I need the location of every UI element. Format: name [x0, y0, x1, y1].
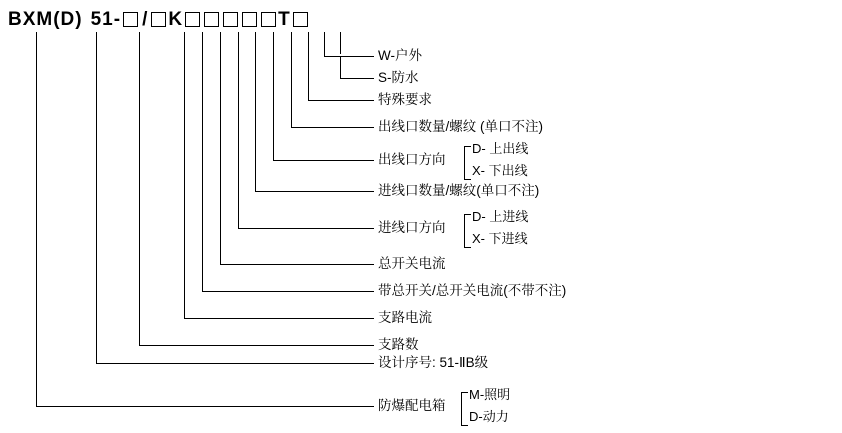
label-explosion-proof-box: 防爆配电箱 — [378, 398, 446, 413]
leader-vline-branch-current — [184, 32, 185, 318]
label-inlet-direction: 进线口方向 — [378, 220, 446, 235]
label-inlet-down: X- 下进线 — [472, 231, 528, 246]
leader-vline-special — [308, 32, 309, 100]
leader-vline-w-s — [324, 32, 325, 56]
code-box-6[interactable] — [242, 12, 257, 27]
code-separator: / — [142, 8, 148, 30]
leader-vline-inlet-count — [255, 32, 256, 191]
leader-hline-design-serial — [96, 363, 374, 364]
leader-vline-outlet-count — [291, 32, 292, 127]
label-design-serial: 设计序号: 51-ⅡB级 — [378, 355, 489, 370]
code-series: 51- — [90, 8, 122, 30]
code-box-4[interactable] — [204, 12, 219, 27]
leader-hline-branch-current — [184, 318, 374, 319]
leader-vline-main-switch-current — [220, 32, 221, 264]
label-outlet-up: D- 上出线 — [472, 141, 529, 156]
code-box-7[interactable] — [261, 12, 276, 27]
label-inlet-count-thread: 进线口数量/螺纹(单口不注) — [378, 183, 540, 198]
bracket-inlet-direction — [464, 214, 471, 248]
leader-vline-box-type — [36, 32, 37, 406]
code-box-8[interactable] — [293, 12, 308, 27]
leader-vline-inlet-direction — [238, 32, 239, 228]
label-main-switch-current: 总开关电流 — [378, 256, 446, 271]
leader-hline-inlet-count — [255, 191, 374, 192]
leader-vline-s-drop — [340, 32, 341, 54]
code-box-1[interactable] — [123, 12, 138, 27]
leader-vline-s — [340, 56, 341, 78]
code-box-5[interactable] — [223, 12, 238, 27]
label-s-waterproof: S-防水 — [378, 70, 419, 85]
leader-hline-special — [308, 100, 374, 101]
label-inlet-up: D- 上进线 — [472, 209, 529, 224]
leader-vline-outlet-direction — [273, 32, 274, 160]
label-outlet-count-thread: 出线口数量/螺纹 (单口不注) — [378, 119, 543, 134]
leader-vline-with-main-switch — [202, 32, 203, 291]
leader-hline-with-main-switch — [202, 291, 374, 292]
bracket-outlet-direction — [464, 146, 471, 180]
code-prefix: BXM(D) — [8, 8, 83, 30]
leader-hline-box-type — [36, 406, 374, 407]
leader-hline-w — [324, 56, 374, 57]
product-code-line — [8, 6, 310, 32]
leader-hline-branch-count — [139, 345, 374, 346]
code-letter-k: K — [168, 8, 184, 30]
label-outlet-direction: 出线口方向 — [378, 152, 446, 167]
label-power: D-动力 — [469, 409, 509, 424]
code-box-3[interactable] — [185, 12, 200, 27]
leader-hline-main-switch-current — [220, 264, 374, 265]
label-lighting: M-照明 — [469, 387, 511, 402]
label-branch-count: 支路数 — [378, 337, 419, 352]
label-with-main-switch: 带总开关/总开关电流(不带不注) — [378, 283, 567, 298]
label-branch-current: 支路电流 — [378, 310, 432, 325]
leader-hline-outlet-count — [291, 127, 374, 128]
label-special-requirement: 特殊要求 — [378, 92, 432, 107]
leader-hline-s — [340, 78, 374, 79]
label-w-outdoor: W-户外 — [378, 48, 422, 63]
code-box-2[interactable] — [151, 12, 166, 27]
leader-vline-design-serial — [96, 32, 97, 363]
label-outlet-down: X- 下出线 — [472, 163, 528, 178]
leader-hline-outlet-direction — [273, 160, 374, 161]
leader-vline-branch-count — [139, 32, 140, 345]
bracket-box-type — [461, 392, 468, 426]
code-letter-t: T — [278, 8, 291, 30]
leader-hline-inlet-direction — [238, 228, 374, 229]
